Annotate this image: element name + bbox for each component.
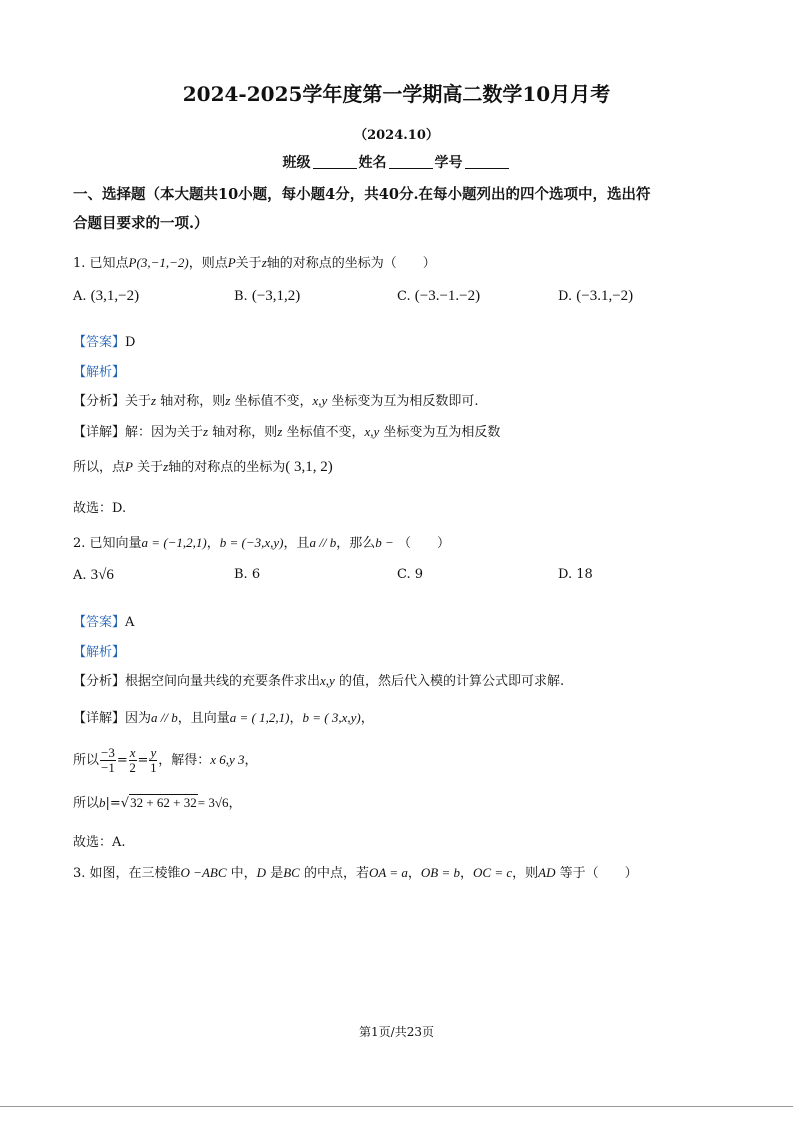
q1-so-z: z [163, 459, 169, 474]
q2-option-c: C. 9 [397, 567, 424, 582]
q3-text5: ，则 [512, 866, 539, 881]
q2-frac-1 [100, 746, 116, 775]
answer-tag: 【答案】 [73, 335, 126, 350]
q2-so2-text: 所以 [73, 796, 100, 811]
q1-detail-text: 解：因为关于 [125, 425, 204, 440]
q1-so-text: 所以，点 [73, 460, 126, 475]
q2-mag-radicand: 32 + 62 + 32 [130, 795, 197, 810]
q1-so-text3: 轴的对称点的坐标为 [168, 460, 286, 475]
answer-tag: 【答案】 [73, 615, 126, 630]
q1-fenxi-z2: z [225, 393, 231, 408]
q2-and: ，且 [283, 536, 310, 551]
q2-magnitude-line: 所以b|=√32 + 62 + 32= 3√6， [73, 795, 242, 811]
q2-frac-2-den: 2 [129, 760, 136, 775]
q2-mag-b: b [99, 795, 106, 810]
q1-fenxi-text4: 坐标变为互为相反数即可. [331, 394, 479, 409]
q1-stem [73, 252, 436, 271]
q1-option-d [558, 288, 633, 305]
q1-choose-value: D. [112, 501, 127, 516]
q2-option-d: D. 18 [558, 567, 593, 582]
q2-detail-text2: ，且向量 [177, 711, 230, 726]
q2-fenxi-text: 根据空间向量共线的充要条件求出 [125, 674, 321, 689]
exam-date: （2024.10） [354, 128, 439, 143]
q3-oc: OC = c [473, 865, 513, 880]
class-label: 班级 [282, 155, 311, 171]
q1-detail [73, 421, 500, 440]
q2-b-magnitude: b − [375, 535, 394, 550]
choose-label: 故选： [73, 501, 113, 516]
choose-label: 故选： [73, 835, 113, 850]
q2-answer [73, 611, 134, 630]
q1-option-a-label: A. [73, 289, 87, 304]
q2-fenxi-text2: 的值，然后代入模的计算公式即可求解. [338, 674, 565, 689]
q1-answer [73, 331, 135, 350]
q3-text2: 中， [230, 866, 257, 881]
q1-fenxi [73, 390, 479, 409]
q1-option-a [73, 288, 139, 305]
q2-option-a [73, 567, 114, 584]
q2-detail-text: 因为 [125, 711, 152, 726]
q2-option-a-label: A. [73, 568, 87, 583]
q2-number: 2. 已知向量 [73, 536, 142, 551]
q1-detail-z: z [203, 424, 209, 439]
q2-detail-parallel: a // b [151, 710, 178, 725]
q2-detail-comma: ， [289, 711, 303, 726]
q2-frac-1-den: −1 [101, 760, 115, 775]
q3-text4: 的中点，若 [303, 866, 369, 881]
q1-z: z [261, 255, 267, 270]
q2-fenxi-xy: x,y [320, 673, 335, 688]
q1-detail-text2: 轴对称，则 [212, 425, 278, 440]
q3-text3: 是 [270, 866, 284, 881]
q2-frac-1-num: −3 [101, 745, 115, 760]
name-blank [389, 154, 433, 169]
q3-oa: OA = a [369, 865, 408, 880]
q2-then: ，那么 [336, 536, 376, 551]
q2-so-text: 所以 [73, 753, 100, 768]
q1-text: ，则点 [188, 256, 228, 271]
q1-option-b [234, 288, 300, 305]
q2-parallel: a // b [309, 535, 337, 550]
q1-conclusion [73, 456, 333, 476]
id-label: 学号 [434, 155, 463, 171]
q2-choose [73, 831, 126, 850]
q2-solve-value: x 6,y 3 [210, 752, 245, 767]
q3-ad: AD [538, 865, 556, 880]
q2-fenxi [73, 670, 564, 689]
q2-solve-text: ，解得： [158, 753, 211, 768]
q2-choose-value: A. [112, 835, 126, 850]
q1-analysis-tag: 【解析】 [73, 365, 126, 380]
q2-b-vector: b = (−3,x,y) [219, 535, 284, 550]
q1-fenxi-xy: x,y [312, 393, 328, 408]
q1-option-a-value: (3,1,−2) [90, 288, 140, 304]
q3-ob: OB = b [420, 865, 460, 880]
section-heading-line2: 合题目要求的一项.） [73, 215, 209, 232]
q2-solve-end: ， [244, 753, 258, 768]
q3-tetrahedron: O −ABC [180, 865, 227, 880]
q2-frac-3 [149, 746, 157, 775]
q1-point: P(3,−1,−2) [128, 255, 189, 270]
q1-so-p: P [125, 459, 133, 474]
q2-detail [73, 707, 374, 726]
q2-detail-end: ， [360, 711, 374, 726]
q1-so-text2: 关于 [137, 460, 164, 475]
q1-option-c-label: C. [397, 289, 411, 304]
page-bottom-divider [0, 1106, 793, 1107]
q2-frac-3-den: 1 [150, 760, 157, 775]
q3-comma2: ， [460, 866, 474, 881]
q1-option-b-value: (−3,1,2) [251, 288, 301, 304]
q1-answer-value: D [125, 335, 136, 350]
q3-text: 3. 如图，在三棱锥 [73, 866, 181, 881]
q2-bracket: （ ） [397, 536, 450, 551]
q1-option-c [397, 288, 480, 305]
q3-bc: BC [283, 865, 300, 880]
page-footer: 第1页/共23页 [359, 1025, 434, 1039]
q3-d: D [256, 865, 267, 880]
q2-mag-result: = 3√6 [197, 795, 229, 810]
q1-number: 1. 已知点 [73, 256, 129, 271]
name-label: 姓名 [358, 155, 387, 171]
q2-detail-b-vector: b = ( 3,x,y) [302, 710, 361, 725]
q1-text3: 轴的对称点的坐标为（ ） [266, 256, 436, 271]
q2-option-a-value: 3√6 [90, 567, 114, 583]
q1-fenxi-text: 关于 [125, 394, 152, 409]
xiangjie-tag: 【详解】 [73, 425, 126, 440]
section-heading-line1: 一、选择题（本大题共10小题，每小题4分，共40分.在每小题列出的四个选项中，选出符 [73, 186, 651, 203]
class-blank [313, 154, 357, 169]
q3-text6: 等于（ ） [559, 866, 638, 881]
q2-frac-2 [129, 746, 137, 775]
q1-fenxi-text3: 坐标值不变， [234, 394, 313, 409]
q2-a-vector: a = (−1,2,1) [141, 535, 207, 550]
q2-analysis-tag: 【解析】 [73, 645, 126, 660]
student-info [0, 152, 793, 172]
q1-detail-text4: 坐标变为互为相反数 [383, 425, 501, 440]
q1-so-point: ( 3,1, 2) [285, 459, 333, 475]
q3-comma1: ， [407, 866, 421, 881]
q1-option-d-value: (−3.1,−2) [576, 288, 634, 304]
q2-answer-value: A [125, 615, 135, 630]
q2-detail-a-vector: a = ( 1,2,1) [229, 710, 290, 725]
q2-comma: ， [206, 536, 220, 551]
q2-frac-3-num: y [150, 745, 157, 760]
q2-option-b: B. 6 [234, 567, 261, 582]
q2-ratio-line: 所以 $\frac{-3}{-1}$ = $\frac{x}{2}$ = $\frac{y}{1}$ ，解得：x 6,y 3， [73, 745, 258, 775]
q1-p: P [227, 255, 236, 270]
q1-detail-xy: x,y [364, 424, 380, 439]
fenxi-tag: 【分析】 [73, 674, 126, 689]
q1-detail-text3: 坐标值不变， [286, 425, 365, 440]
fenxi-tag: 【分析】 [73, 394, 126, 409]
q1-choose [73, 497, 126, 516]
q2-mag-end: ， [228, 796, 242, 811]
q1-option-b-label: B. [234, 289, 248, 304]
xiangjie-tag: 【详解】 [73, 711, 126, 726]
q2-frac-2-num: x [129, 745, 136, 760]
q2-stem [73, 532, 450, 551]
q1-fenxi-z: z [151, 393, 157, 408]
q3-stem [73, 862, 638, 881]
q1-option-c-value: (−3.−1.−2) [414, 288, 481, 304]
q1-detail-z2: z [277, 424, 283, 439]
page-title: 2024-2025学年度第一学期高二数学10月月考 [182, 82, 611, 106]
q1-option-d-label: D. [558, 289, 573, 304]
id-blank [465, 154, 509, 169]
q1-fenxi-text2: 轴对称，则 [160, 394, 226, 409]
q1-text2: 关于 [235, 256, 262, 271]
